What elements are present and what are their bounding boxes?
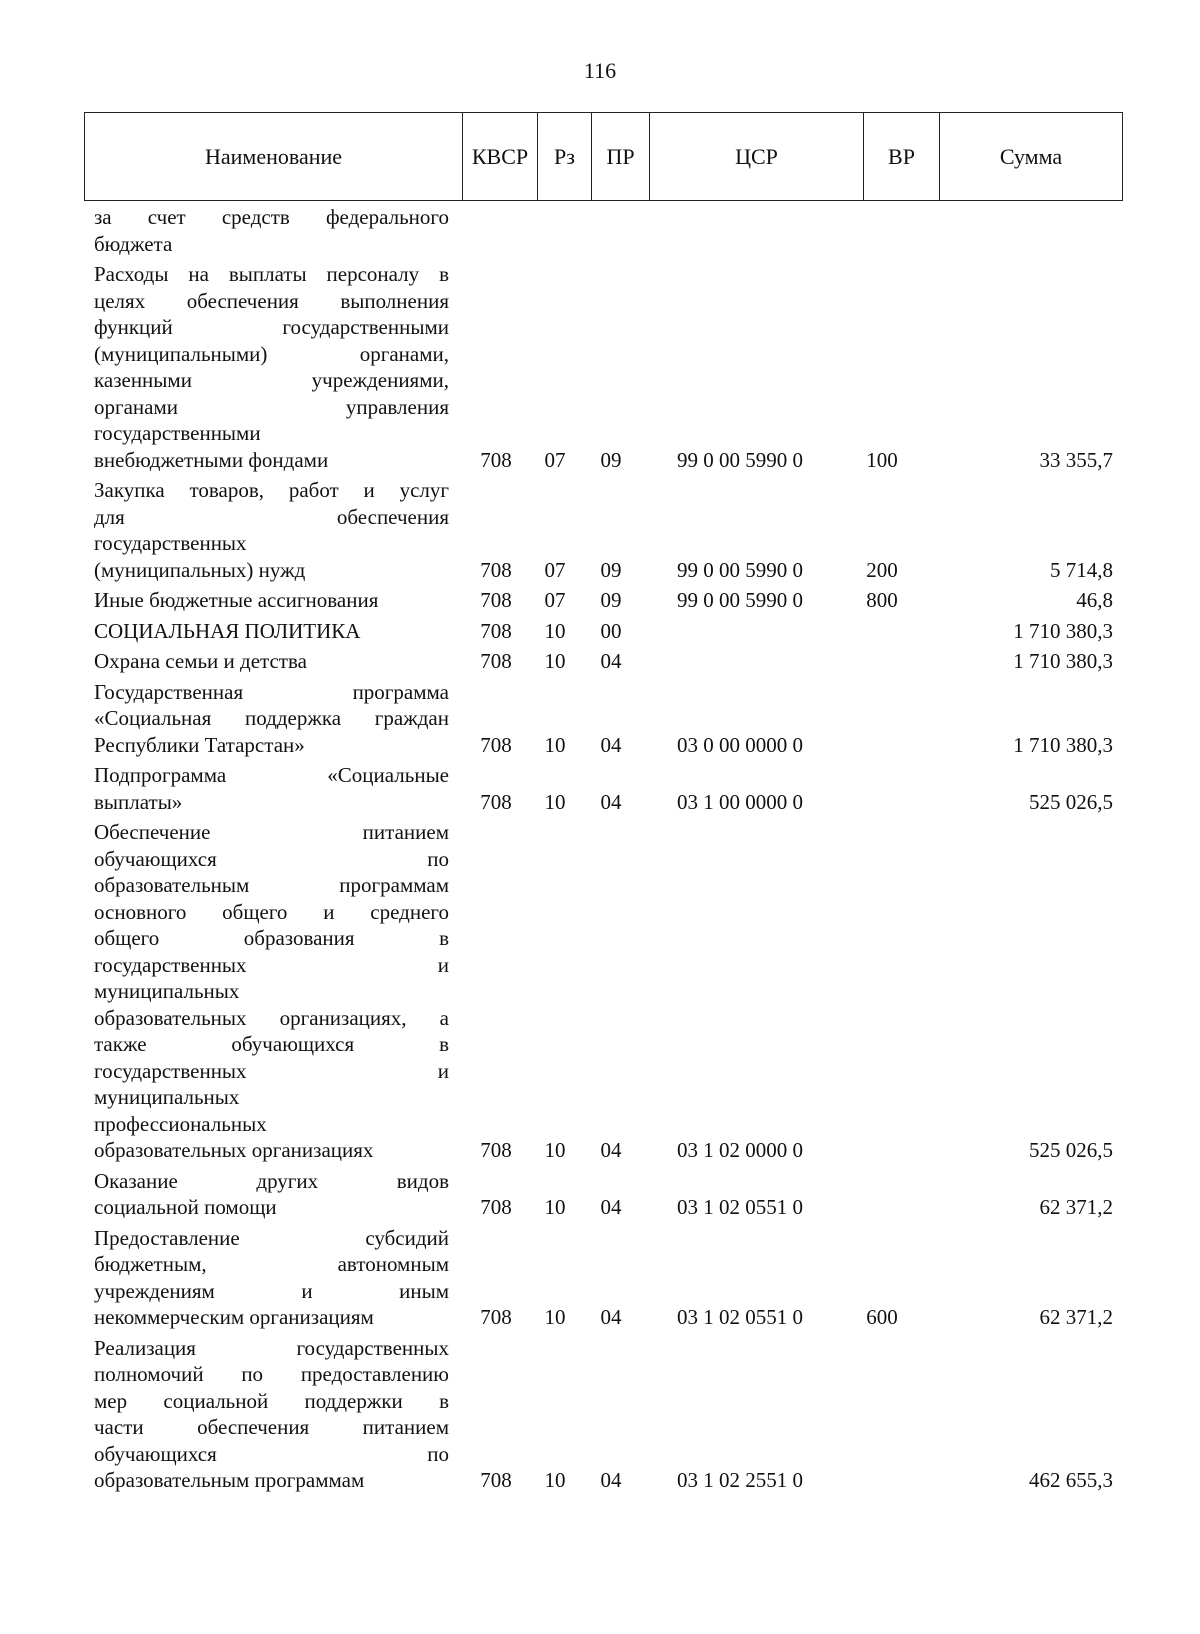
row-pr: 09: [600, 557, 622, 582]
row-name-line: Государственная программа: [94, 679, 449, 704]
table-row: [0, 1335, 1200, 1494]
row-name-line: функций государственными: [94, 315, 449, 339]
header-rz: Рз: [538, 113, 592, 200]
row-sum: 525 026,5: [1029, 789, 1113, 814]
row-name-line: Подпрограмма «Социальные: [94, 763, 449, 787]
row-rz: 07: [544, 557, 566, 582]
header-sum: Сумма: [999, 143, 1063, 169]
row-name-line: Республики Татарстан»: [94, 732, 305, 757]
row-rz: 07: [544, 588, 566, 612]
row-rz: 10: [544, 1305, 566, 1329]
table-row: [0, 204, 1200, 257]
row-sum: 33 355,7: [1039, 447, 1113, 472]
row-csr: 03 0 00 0000 0: [677, 732, 803, 757]
header-kvsr: КВСР: [463, 113, 538, 200]
row-vr: 600: [866, 1305, 898, 1329]
row-name-line: образовательных организациях: [94, 1138, 374, 1162]
row-kvsr: 708: [480, 649, 512, 673]
row-name-line: муниципальных: [94, 1085, 240, 1109]
row-sum: 62 371,2: [1039, 1195, 1113, 1219]
row-name-line: образовательных организациях, а: [94, 1005, 449, 1030]
row-kvsr: 708: [480, 1138, 512, 1162]
row-name-line: основного общего и среднего: [94, 899, 449, 924]
row-name-line: Оказание других видов: [94, 1168, 449, 1193]
row-kvsr: 708: [480, 618, 512, 643]
row-name-line: государственных и: [94, 1058, 449, 1083]
row-name: [94, 819, 449, 1164]
row-sum: 5 714,8: [1050, 557, 1113, 582]
row-sum: 525 026,5: [1029, 1138, 1113, 1162]
row-name-line: казенными учреждениями,: [94, 368, 449, 392]
row-name-line: социальной помощи: [94, 1195, 277, 1219]
row-name-line: «Социальная поддержка граждан: [94, 706, 449, 730]
row-csr: 03 1 02 0551 0: [677, 1305, 803, 1329]
row-name: [94, 204, 449, 257]
row-sum: 62 371,2: [1039, 1305, 1113, 1329]
row-name-line: части обеспечения питанием: [94, 1415, 449, 1439]
row-name-line: государственных: [94, 531, 247, 555]
row-pr: 04: [600, 1138, 622, 1162]
row-sum: 1 710 380,3: [1013, 649, 1113, 673]
row-name-line: Охрана семьи и детства: [94, 649, 307, 673]
row-kvsr: 708: [480, 588, 512, 612]
row-pr: 09: [600, 588, 622, 612]
row-name-line: (муниципальных) нужд: [94, 557, 306, 582]
row-pr: 04: [600, 1305, 622, 1329]
row-kvsr: 708: [480, 1468, 512, 1492]
row-name-line: Реализация государственных: [94, 1335, 449, 1360]
row-name: [94, 618, 449, 645]
row-name: [94, 648, 449, 675]
row-csr: 99 0 00 5990 0: [677, 588, 803, 612]
row-csr: 99 0 00 5990 0: [677, 447, 803, 472]
row-rz: 10: [544, 1138, 566, 1162]
header-pr: ПР: [592, 113, 650, 200]
row-csr: 03 1 00 0000 0: [677, 789, 803, 814]
row-sum: 462 655,3: [1029, 1468, 1113, 1492]
header-csr: ЦСР: [650, 113, 864, 200]
row-pr: 04: [600, 1468, 622, 1492]
table-row: [0, 819, 1200, 1164]
row-name-line: СОЦИАЛЬНАЯ ПОЛИТИКА: [94, 618, 361, 643]
row-name-line: государственными: [94, 421, 261, 445]
row-vr: 200: [866, 557, 898, 582]
page-number: 116: [583, 58, 617, 83]
row-name: [94, 1168, 449, 1221]
row-csr: 99 0 00 5990 0: [677, 557, 803, 582]
row-rz: 10: [544, 1195, 566, 1219]
row-kvsr: 708: [480, 732, 512, 757]
row-name-line: образовательным программам: [94, 873, 449, 897]
table-row: [0, 1168, 1200, 1221]
row-name-line: учреждениям и иным: [94, 1278, 449, 1303]
row-rz: 10: [544, 649, 566, 673]
row-name: [94, 679, 449, 759]
row-csr: 03 1 02 2551 0: [677, 1468, 803, 1492]
row-kvsr: 708: [480, 1305, 512, 1329]
row-name-line: органами управления: [94, 394, 449, 419]
row-name-line: выплаты»: [94, 789, 183, 814]
row-name-line: за счет средств федерального: [94, 205, 449, 229]
header-name: Наименование: [85, 113, 463, 200]
row-rz: 10: [544, 618, 566, 643]
row-name-line: некоммерческим организациям: [94, 1305, 374, 1329]
row-name-line: также обучающихся в: [94, 1032, 449, 1056]
row-name-line: полномочий по предоставлению: [94, 1362, 449, 1386]
table-row: [0, 679, 1200, 759]
row-rz: 10: [544, 1468, 566, 1492]
row-name: [94, 477, 449, 583]
table-row: [0, 618, 1200, 645]
row-vr: 800: [866, 588, 898, 612]
table-row: [0, 477, 1200, 583]
row-pr: 00: [600, 618, 622, 643]
row-name-line: Иные бюджетные ассигнования: [94, 588, 379, 612]
row-name-line: бюджетным, автономным: [94, 1252, 449, 1276]
row-name-line: целях обеспечения выполнения: [94, 288, 449, 313]
row-name: [94, 1225, 449, 1331]
row-name-line: государственных и: [94, 952, 449, 977]
table-row: [0, 1225, 1200, 1331]
table-body: [0, 204, 1200, 1498]
row-rz: 10: [544, 789, 566, 814]
row-sum: 1 710 380,3: [1013, 618, 1113, 643]
row-name-line: муниципальных: [94, 979, 240, 1003]
row-csr: 03 1 02 0551 0: [677, 1195, 803, 1219]
row-pr: 04: [600, 789, 622, 814]
row-name-line: бюджета: [94, 231, 173, 256]
row-pr: 04: [600, 1195, 622, 1219]
row-kvsr: 708: [480, 1195, 512, 1219]
row-name-line: обучающихся по: [94, 1441, 449, 1466]
row-name-line: Расходы на выплаты персоналу в: [94, 262, 449, 286]
row-name: [94, 762, 449, 815]
row-name-line: профессиональных: [94, 1111, 267, 1136]
row-name: [94, 1335, 449, 1494]
row-vr: 100: [866, 447, 898, 472]
table-row: [0, 261, 1200, 473]
row-name-line: образовательным программам: [94, 1468, 365, 1492]
row-sum: 46,8: [1076, 588, 1113, 612]
row-name-line: Предоставление субсидий: [94, 1225, 449, 1250]
row-name-line: общего образования в: [94, 926, 449, 950]
table-row: [0, 587, 1200, 614]
row-pr: 04: [600, 732, 622, 757]
row-name: [94, 587, 449, 614]
row-pr: 09: [600, 447, 622, 472]
row-name-line: обучающихся по: [94, 846, 449, 871]
row-csr: 03 1 02 0000 0: [677, 1138, 803, 1162]
row-pr: 04: [600, 649, 622, 673]
row-kvsr: 708: [480, 447, 512, 472]
row-rz: 10: [544, 732, 566, 757]
row-name-line: Обеспечение питанием: [94, 820, 449, 844]
row-name-line: для обеспечения: [94, 504, 449, 529]
row-kvsr: 708: [480, 557, 512, 582]
row-name-line: (муниципальными) органами,: [94, 341, 449, 366]
row-name-line: Закупка товаров, работ и услуг: [94, 478, 449, 502]
table-row: [0, 648, 1200, 675]
row-sum: 1 710 380,3: [1013, 732, 1113, 757]
row-name-line: внебюджетными фондами: [94, 447, 329, 472]
row-name: [94, 261, 449, 473]
header-vr: ВР: [864, 113, 940, 200]
table-row: [0, 762, 1200, 815]
row-rz: 07: [544, 447, 566, 472]
row-name-line: мер социальной поддержки в: [94, 1388, 449, 1413]
row-kvsr: 708: [480, 789, 512, 814]
table-header: [84, 112, 1123, 201]
